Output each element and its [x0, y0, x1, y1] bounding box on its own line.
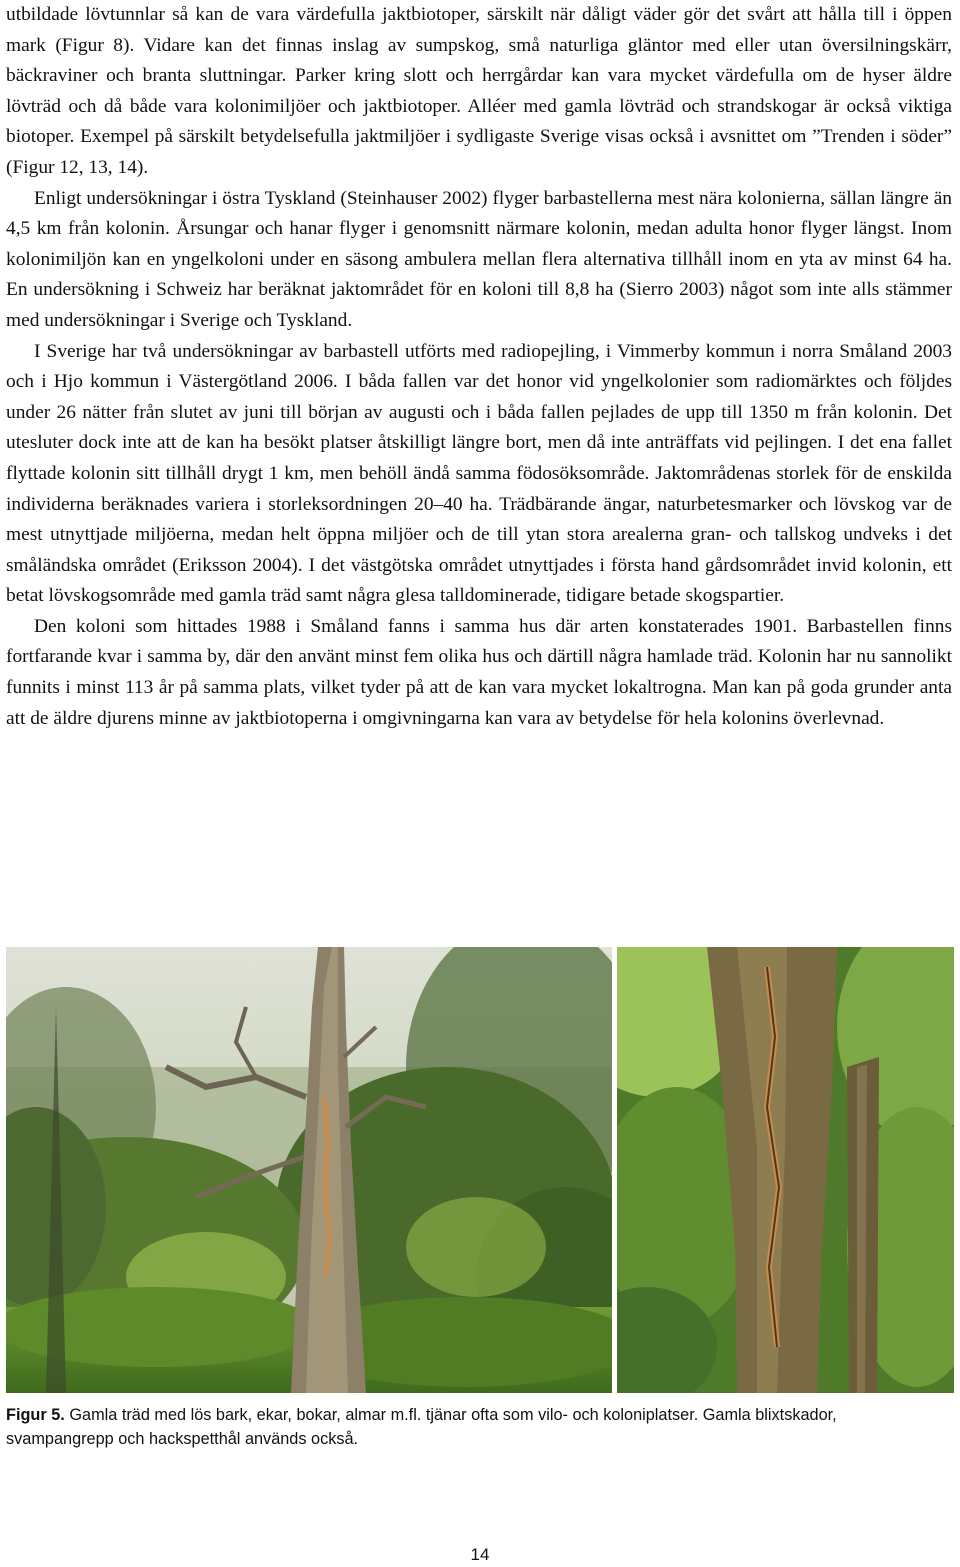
paragraph-3: I Sverige har två undersökningar av barbastell utförts med radiopejling, i Vimmerby kommun i norra Småland 2003 och i Hjo kommun i Västergötland 2006. I båda fallen var det honor vid yngelkolonier som radiomärktes och följdes under 26 nätter från slutet av juni till början av augusti och i båda fallen pejlades de upp till 1350 m från kolonin. Det utesluter dock inte att de kan ha besökt platser åtskilligt längre bort, men då inte anträffats vid pejlingen. I det ena fallet flyttade kolonin sitt tillhåll drygt 1 km, men behöll ändå samma födosöksområde. Jaktområdenas storlek för de enskilda individerna beräknades variera i storleksordningen 20–40 ha. Trädbärande ängar, naturbetesmarker och lövskog var de mest utnyttjade miljöerna, medan helt öppna miljöer och de till ytan stora arealerna gran- och tallskog undveks i det småländska området (Eriksson 2004). I det västgötska området utnyttjades i första hand gårdsområdet invid kolonin, ett betat lövskogsområde med gamla träd samt några glesa talldominerade, tidigare betade skogspartier. [6, 340, 952, 607]
figure-5-photos [6, 947, 954, 1393]
page-number: 14 [470, 1545, 490, 1564]
figure-caption-text: Gamla träd med lös bark, ekar, bokar, almar m.fl. tjänar ofta som vilo- och koloniplatser. Gamla blixtskador, svampangrepp och hackspetthål används också. [6, 1406, 837, 1448]
paragraph-4: Den koloni som hittades 1988 i Småland fanns i samma hus där arten konstaterades 1901. Barbastellen finns fortfarande kvar i samma by, där den använt minst fem olika hus och därtill några hamlade träd. Kolonin har nu sannolikt funnits i minst 113 år på samma plats, vilket tyder på att de kan vara mycket lokaltrogna. Man kan på goda grunder anta att de äldre djurens minne av jaktbiotoperna i omgivningarna kan vara av betydelse för hela kolonins överlevnad. [6, 615, 952, 729]
figure-caption [6, 1403, 906, 1451]
figure-label: Figur 5. [6, 1406, 65, 1424]
paragraph-2: Enligt undersökningar i östra Tyskland (Steinhauser 2002) flyger barbastellerna mest nära kolonierna, sällan längre än 4,5 km från kolonin. Årsungar och hanar flyger i genomsnitt närmare kolonin, medan adulta honor flyger längst. Inom kolonimiljön kan en yngelkoloni under en säsong ambulera mellan flera alternativa tillhåll inom en yta av minst 64 ha. En undersökning i Schweiz har beräknat jaktområdet för en koloni till 8,8 ha (Sierro 2003) något som inte alls stämmer med undersökningar i Sverige och Tyskland. [6, 187, 952, 331]
body-text [6, 0, 952, 734]
old-tree-photo [6, 947, 612, 1393]
paragraph-1: utbildade lövtunnlar så kan de vara värdefulla jaktbiotoper, särskilt när dåligt väder gör det svårt att hålla till i öppen mark (Figur 8). Vidare kan det finnas inslag av sumpskog, små naturliga gläntor med eller utan översilningskärr, bäckraviner och branta sluttningar. Parker kring slott och herrgårdar kan vara mycket värdefulla om de hyser äldre lövträd och då både vara kolonimiljöer och jaktbiotoper. Alléer med gamla lövträd och strandskogar är också viktiga biotoper. Exempel på särskilt betydelsefulla jaktmiljöer i sydligaste Sverige visas också i avsnittet om ”Trenden i söder” (Figur 12, 13, 14). [6, 4, 952, 178]
trunk-closeup-photo [617, 947, 954, 1393]
